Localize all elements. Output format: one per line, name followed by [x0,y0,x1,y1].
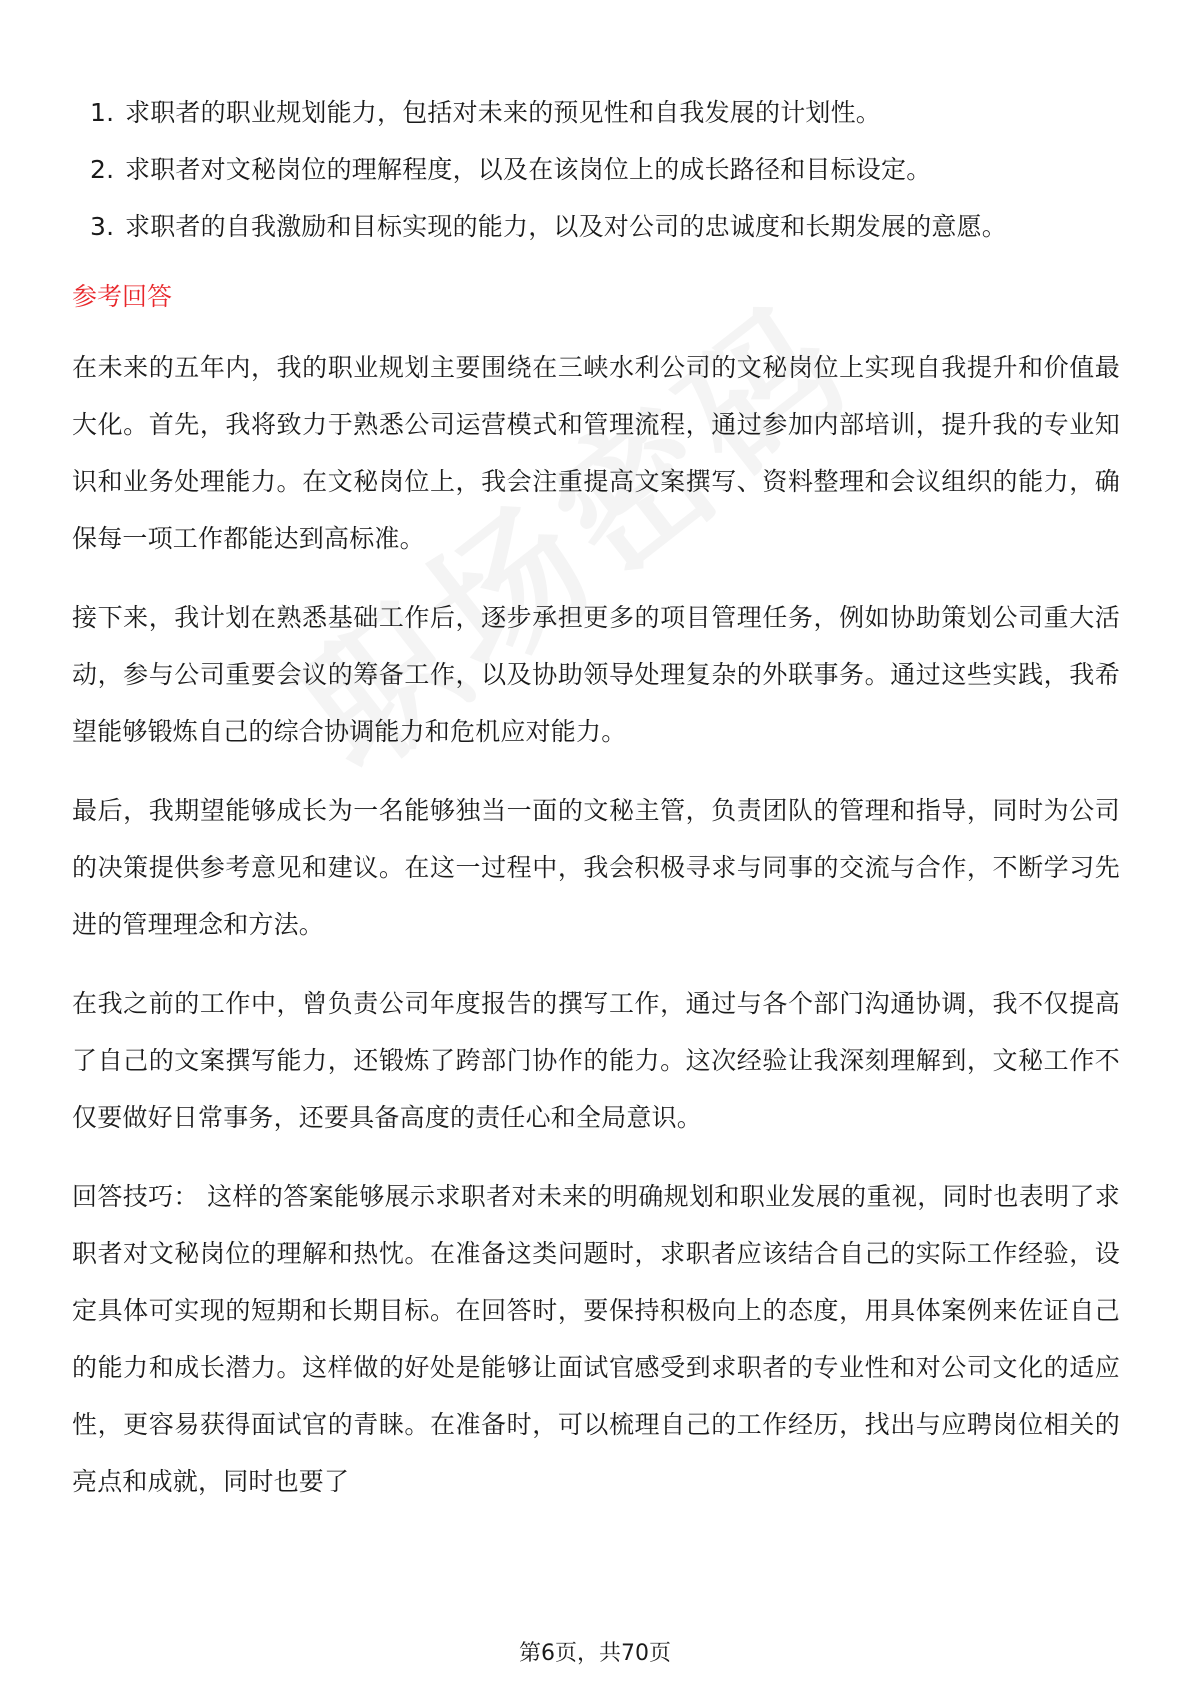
answer-paragraph: 在我之前的工作中，曾负责公司年度报告的撰写工作，通过与各个部门沟通协调，我不仅提高了自己的文案撰写能力，还锻炼了跨部门协作的能力。这次经验让我深刻理解到，文秘工作不仅要做好日常事务，还要具备高度的责任心和全局意识。 [72,989,1120,1132]
answer-paragraph: 最后，我期望能够成长为一名能够独当一面的文秘主管，负责团队的管理和指导，同时为公司的决策提供参考意见和建议。在这一过程中，我会积极寻求与同事的交流与合作，不断学习先进的管理理念和方法。 [72,796,1120,939]
page-number-footer: 第6页，共70页 [519,1641,671,1666]
list-item [72,198,1120,255]
answer-tips-paragraph: 回答技巧： 这样的答案能够展示求职者对未来的明确规划和职业发展的重视，同时也表明了求职者对文秘岗位的理解和热忱。在准备这类问题时，求职者应该结合自己的实际工作经验，设定具体可实现的短期和长期目标。在回答时，要保持积极向上的态度，用具体案例来佐证自己的能力和成长潜力。这样做的好处是能够让面试官感受到求职者的专业性和对公司文化的适应性，更容易获得面试官的青睐。在准备时，可以梳理自己的工作经历，找出与应聘岗位相关的亮点和成就，同时也要了 [72,1182,1120,1496]
section-title: 参考回答 [72,282,173,311]
answer-paragraph: 在未来的五年内，我的职业规划主要围绕在三峡水利公司的文秘岗位上实现自我提升和价值最大化。首先，我将致力于熟悉公司运营模式和管理流程，通过参加内部培训，提升我的专业知识和业务处理能力。在文秘岗位上，我会注重提高文案撰写、资料整理和会议组织的能力，确保每一项工作都能达到高标准。 [72,353,1120,553]
list-item-number: 2. [90,155,115,184]
list-item-text: 求职者对文秘岗位的理解程度，以及在该岗位上的成长路径和目标设定。 [125,155,932,184]
list-item-text: 求职者的职业规划能力，包括对未来的预见性和自我发展的计划性。 [125,98,882,127]
answer-paragraph: 接下来，我计划在熟悉基础工作后，逐步承担更多的项目管理任务，例如协助策划公司重大活动，参与公司重要会议的筹备工作，以及协助领导处理复杂的外联事务。通过这些实践，我希望能够锻炼自己的综合协调能力和危机应对能力。 [72,603,1120,746]
list-item-number: 1. [90,98,115,127]
page-content [72,84,1120,1532]
list-item-text: 求职者的自我激励和目标实现的能力，以及对公司的忠诚度和长期发展的意愿。 [125,212,1008,241]
list-item-number: 3. [90,212,115,241]
list-item [72,84,1120,141]
question-focus-list [72,84,1120,255]
list-item [72,141,1120,198]
